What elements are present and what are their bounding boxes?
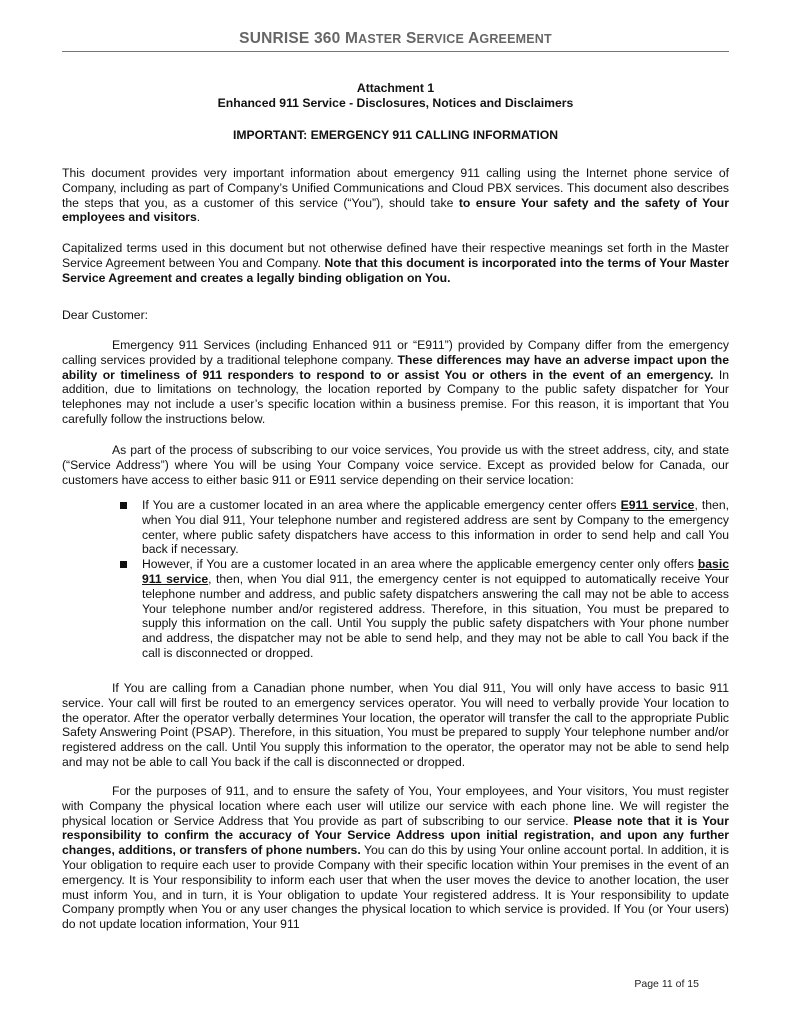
bullet-text: However, if You are a customer located in an area where the applicable emergency center only offers — [142, 557, 698, 572]
list-item — [120, 557, 729, 661]
intro-paragraph — [62, 166, 729, 225]
bullet-text: , then, when You dial 911, Your telephone number and registered address are sent by Company to the emergency center, where public safety dispatchers have access to this information in order to send help and call You back if necessary. — [142, 498, 729, 557]
canadian-calling-paragraph — [62, 681, 729, 770]
subscription-paragraph — [62, 443, 729, 487]
page-number: Page 11 of 15 — [634, 978, 699, 990]
differences-bold: These differences may have an adverse impact upon the ability or timeliness of 911 responders to respond to or assist You or others in the event of an emergency. — [62, 352, 729, 382]
intro-text: This document provides very important information about emergency 911 calling using the Internet phone service of Company, including as part of Company’s Unified Communications and Cloud PBX services. This document also describes the steps that you, as a customer of this service (“You”), should take — [62, 166, 729, 210]
terms-bold: Note that this document is incorporated into the terms of Your Master Service Agreement and creates a legally binding obligation on You. — [62, 255, 730, 285]
capitalized-terms-paragraph — [62, 241, 729, 285]
basic-911-service-term: basic 911 service — [142, 557, 729, 586]
list-item — [120, 498, 729, 557]
registration-text-2: You can do this by using Your online account portal. In addition, it is Your obligation to require each user to provide Company with their specific location within Your premises in the event of an emergency. It is Your responsibility to inform each user that when the user moves the device to another location, the user must inform You, and in turn, it is Your obligation to update Your registered address. It is Your responsibility to update Company promptly when You or any user changes the physical location to which service is provided. If You (or Your users) do not update location information, Your 911 — [62, 843, 730, 932]
subscription-text: As part of the process of subscribing to our voice services, You provide us with the street address, city, and state (“Service Address”) where You will be using Your Company voice service. Except as provided below for Canada, our customers have access to either basic 911 or E911 service depending on their service location: — [62, 443, 729, 487]
service-bullet-list — [120, 498, 729, 661]
attachment-title: Enhanced 911 Service - Disclosures, Notices and Disclaimers — [217, 96, 574, 110]
title-smallcaps: ERVICE — [416, 32, 465, 46]
brand-name: SUNRISE 360 — [239, 30, 341, 47]
title-smallcaps: ASTER — [358, 32, 402, 46]
square-bullet-icon — [120, 561, 127, 568]
square-bullet-icon — [120, 502, 127, 509]
header-divider — [62, 51, 729, 52]
registration-paragraph — [62, 784, 729, 932]
title-smallcaps: GREEMENT — [479, 32, 552, 46]
important-heading: IMPORTANT: EMERGENCY 911 CALLING INFORMATION — [232, 128, 558, 142]
title-initial: M — [344, 30, 359, 47]
terms-text: Capitalized terms used in this document but not otherwise defined have their respective meanings set forth in the Master Service Agreement between You and Company. — [62, 241, 729, 270]
intro-end: . — [196, 210, 201, 225]
registration-text: For the purposes of 911, and to ensure the safety of You, Your employees, and Your visitors, You must register with Company the physical location where each user will utilize our service with each phone line. We will register the physical location or Service Address that You provide as part of subscribing to our service. — [62, 784, 729, 828]
canada-text: If You are calling from a Canadian phone number, when You dial 911, You will only have access to basic 911 service. Your call will first be routed to an emergency services operator. You will need to verbally provide Your location to the operator. After the operator verbally determines Your location, the operator will transfer the call to the appropriate Public Safety Answering Point (PSAP). Therefore, in this situation, You must be prepared to supply Your telephone number and/or registered address on the call. Until You supply this information to the operator, the operator may not be able to send help and may not be able to call You back if the call is disconnected or dropped. — [62, 681, 729, 769]
intro-bold: to ensure Your safety and the safety of Your employees and visitors — [62, 195, 729, 225]
bullet-text: , then, when You dial 911, the emergency center is not equipped to automatically receive Your telephone number and address, and public safety dispatchers answering the call may not be able to access Your telephone number and/or registered address. Therefore, in this situation, You must be prepared to supply this information on the call. Until You supply the public safety dispatchers with Your phone number and address, the dispatcher may not be able to send help, and they may not be able to call You back if the call is disconnected or dropped. — [142, 571, 729, 660]
bullet-text: If You are a customer located in an area where the applicable emergency center offers — [142, 498, 621, 512]
attachment-number: Attachment 1 — [356, 81, 435, 95]
e911-service-term: E911 service — [620, 498, 695, 512]
e911-differences-paragraph — [62, 338, 729, 427]
document-header-title — [0, 30, 791, 48]
differences-text: Emergency 911 Services (including Enhanced 911 or “E911”) provided by Company differ from the emergency calling services provided by a traditional telephone company. — [62, 338, 729, 367]
differences-text-2: In addition, due to limitations on technology, the location reported by Company to the public safety dispatcher for Your telephones may not include a user’s specific location within a business premise. For this reason, it is important that You carefully follow the instructions below. — [62, 367, 729, 426]
salutation: Dear Customer: — [62, 308, 149, 322]
title-initial: S — [405, 30, 417, 47]
title-initial: A — [467, 30, 480, 47]
registration-bold: Please note that it is Your responsibility to confirm the accuracy of Your Service Address upon initial registration, and upon any further changes, additions, or transfers of phone numbers. — [62, 813, 729, 858]
